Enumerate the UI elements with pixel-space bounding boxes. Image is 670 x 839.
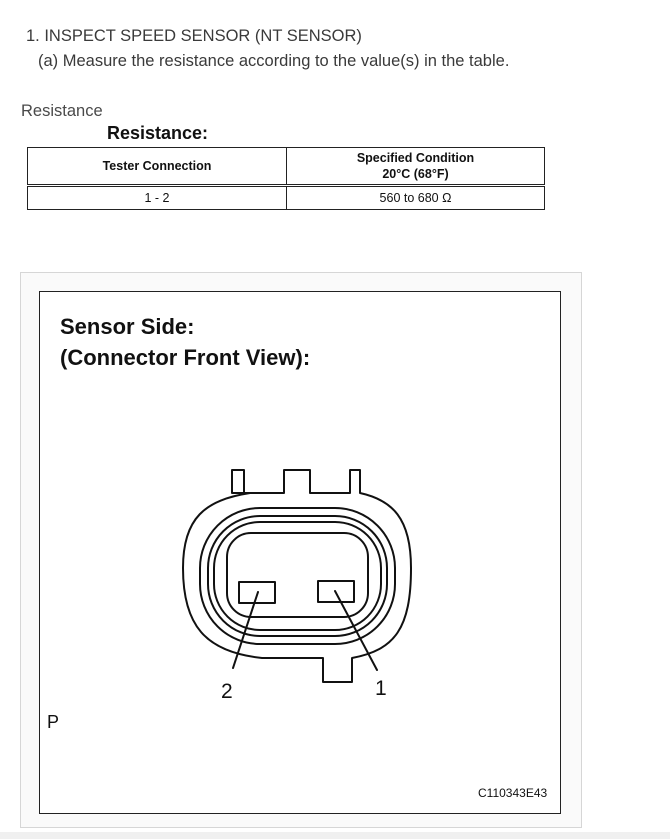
- header-specified-condition-line1: Specified Condition: [356, 151, 475, 165]
- bottom-divider: [0, 832, 670, 839]
- cell-tester-connection: 1 - 2: [28, 186, 287, 210]
- pin-label-1: 1: [375, 677, 387, 700]
- header-tester-connection: Tester Connection: [28, 148, 287, 186]
- header-specified-condition-line2: 20°C (68°F): [382, 167, 449, 181]
- pin-label-2: 2: [221, 680, 233, 703]
- resistance-label: Resistance: [21, 102, 103, 120]
- resistance-table-heading: Resistance:: [107, 123, 209, 143]
- figure-title-line2: (Connector Front View):: [60, 345, 311, 370]
- step-instruction: (a) Measure the resistance according to the value(s) in the table.: [38, 52, 510, 70]
- cell-specified-condition: 560 to 680 Ω: [287, 186, 545, 210]
- figure-title-line1: Sensor Side:: [60, 314, 195, 339]
- step-title: 1. INSPECT SPEED SENSOR (NT SENSOR): [26, 27, 362, 45]
- figure-corner-letter: P: [47, 712, 60, 732]
- figure-code: C110343E43: [478, 786, 548, 800]
